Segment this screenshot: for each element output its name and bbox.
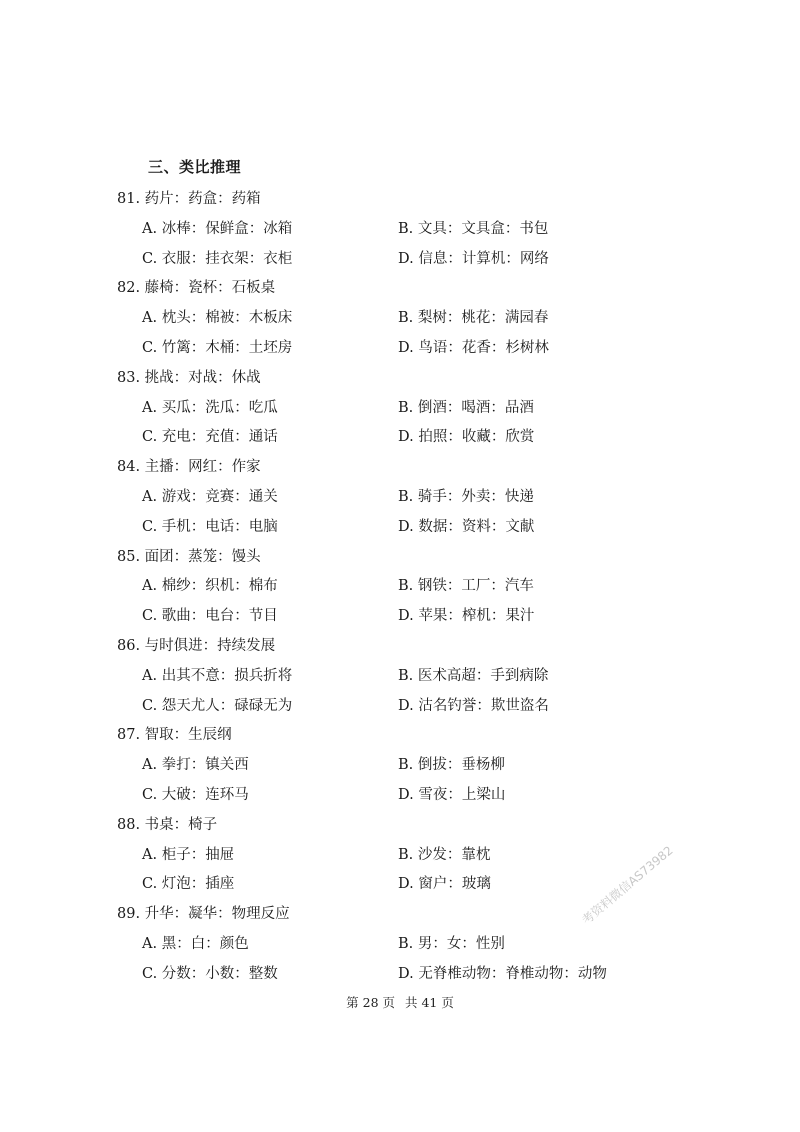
question-83 <box>0 364 800 453</box>
option-b: B. 沙发：靠枕 <box>398 846 491 863</box>
option-row <box>0 870 800 900</box>
page-number: 第 28 页 <box>346 995 395 1010</box>
option-row <box>0 215 800 245</box>
option-b: B. 骑手：外卖：快递 <box>398 488 534 505</box>
option-c: C. 竹篱：木桶：土坯房 <box>142 339 293 356</box>
option-d: D. 数据：资料：文献 <box>398 518 535 535</box>
question-stem: 85. 面团：蒸笼：馒头 <box>117 548 261 565</box>
watermark: 考资料微信AS73982 <box>579 843 676 928</box>
option-row <box>0 334 800 364</box>
question-stem: 87. 智取：生辰纲 <box>117 727 232 744</box>
question-list <box>0 185 800 990</box>
option-a: A. 棉纱：织机：棉布 <box>142 578 278 595</box>
option-d: D. 信息：计算机：网络 <box>398 250 549 267</box>
option-c: C. 充电：充值：通话 <box>142 429 278 446</box>
option-row <box>0 930 800 960</box>
option-c: C. 手机：电话：电脑 <box>142 518 278 535</box>
question-81 <box>0 185 800 274</box>
option-row <box>0 662 800 692</box>
question-stem: 86. 与时俱进：持续发展 <box>117 637 276 654</box>
option-c: C. 歌曲：电台：节目 <box>142 608 278 625</box>
option-b: B. 倒酒：喝酒：品酒 <box>398 399 534 416</box>
option-a: A. 柜子：抽屉 <box>142 846 235 863</box>
option-row <box>0 602 800 632</box>
option-d: D. 雪夜：上梁山 <box>398 786 506 803</box>
option-d: D. 无脊椎动物：脊椎动物：动物 <box>398 965 607 982</box>
option-row <box>0 304 800 334</box>
option-b: B. 医术高超：手到病除 <box>398 667 549 684</box>
question-stem: 81. 药片：药盒：药箱 <box>117 191 261 207</box>
option-row <box>0 483 800 513</box>
option-row <box>0 394 800 424</box>
question-84 <box>0 453 800 542</box>
option-a: A. 黑：白：颜色 <box>142 935 249 952</box>
option-a: A. 出其不意：损兵折将 <box>142 667 293 684</box>
option-a: A. 枕头：棉被：木板床 <box>142 310 293 327</box>
option-c: C. 灯泡：插座 <box>142 876 235 893</box>
option-row <box>0 245 800 275</box>
option-row <box>0 781 800 811</box>
option-b: B. 男：女：性别 <box>398 935 505 952</box>
option-row <box>0 841 800 871</box>
question-stem: 83. 挑战：对战：休战 <box>117 369 261 386</box>
option-row <box>0 692 800 722</box>
question-stem: 84. 主播：网红：作家 <box>117 459 261 476</box>
option-d: D. 沽名钓誉：欺世盗名 <box>398 697 549 714</box>
option-c: C. 衣服：挂衣架：衣柜 <box>142 250 293 267</box>
question-stem: 82. 藤椅：瓷杯：石板桌 <box>117 280 276 297</box>
question-86 <box>0 632 800 721</box>
question-87 <box>0 721 800 810</box>
option-c: C. 分数：小数：整数 <box>142 965 278 982</box>
option-c: C. 大破：连环马 <box>142 786 249 803</box>
option-d: D. 拍照：收藏：欣赏 <box>398 429 535 446</box>
option-b: B. 文具：文具盒：书包 <box>398 220 549 237</box>
option-row <box>0 751 800 781</box>
page-footer <box>0 993 800 1011</box>
option-a: A. 拳打：镇关西 <box>142 757 249 774</box>
option-row <box>0 960 800 990</box>
question-85 <box>0 543 800 632</box>
option-d: D. 苹果：榨机：果汁 <box>398 608 535 625</box>
question-stem: 88. 书桌：椅子 <box>117 816 218 833</box>
option-d: D. 窗户：玻璃 <box>398 876 491 893</box>
option-a: A. 买瓜：洗瓜：吃瓜 <box>142 399 278 416</box>
option-row <box>0 423 800 453</box>
option-b: B. 钢铁：工厂：汽车 <box>398 578 534 595</box>
option-b: B. 倒拔：垂杨柳 <box>398 757 505 774</box>
section-title: 三、类比推理 <box>148 158 242 176</box>
page-total: 共 41 页 <box>404 995 454 1010</box>
option-b: B. 梨树：桃花：满园春 <box>398 310 549 327</box>
option-row <box>0 513 800 543</box>
option-a: A. 冰棒：保鲜盒：冰箱 <box>142 220 293 237</box>
question-89 <box>0 900 800 989</box>
option-d: D. 鸟语：花香：杉树林 <box>398 339 549 356</box>
question-88 <box>0 811 800 900</box>
question-82 <box>0 274 800 363</box>
option-c: C. 怨天尤人：碌碌无为 <box>142 697 293 714</box>
option-a: A. 游戏：竞赛：通关 <box>142 488 278 505</box>
question-stem: 89. 升华：凝华：物理反应 <box>117 906 290 923</box>
option-row <box>0 572 800 602</box>
